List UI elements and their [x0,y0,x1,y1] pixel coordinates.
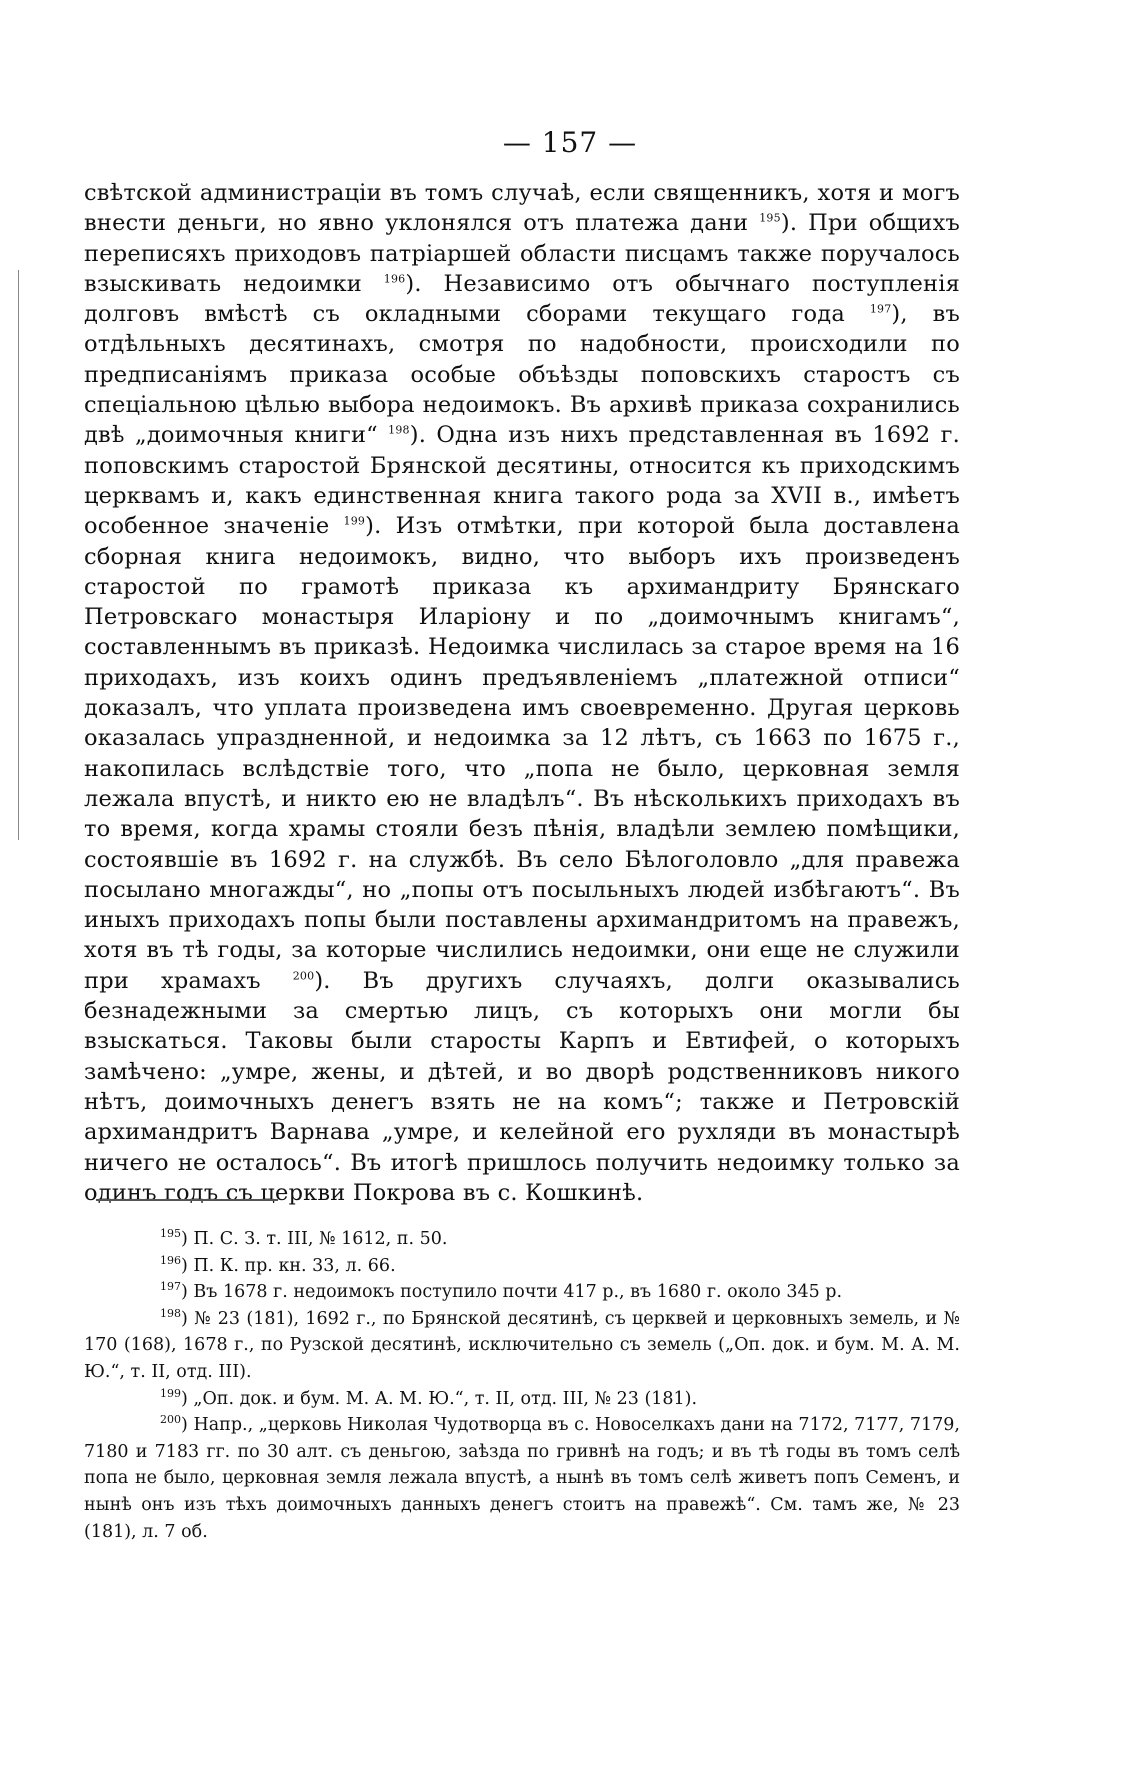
footnote-text: ) Въ 1678 г. недоимокъ поступило почти 417 р., въ 1680 г. около 345 р. [181,1282,843,1303]
footnote [84,1386,960,1413]
scan-margin-line [18,270,19,840]
footnote-text: ) П. С. З. т. III, № 1612, п. 50. [181,1229,448,1249]
footnote-ref: 195 [759,211,781,225]
main-text-segment: ), въ отдѣльныхъ десятинахъ, смотря по надобности, происходили по предписаніямъ приказа особые объѣзды поповскихъ старостъ съ спеціальною цѣлью выбора недоимокъ. Въ архивѣ приказа сохранились двѣ „доимочныя книги“ [84,301,960,449]
footnote-number: 200 [160,1413,181,1427]
footnote-text: ) „Оп. док. и бум. М. А. М. Ю.“, т. II, отд. III, № 23 (181). [181,1388,698,1409]
footnote-number: 197 [160,1280,181,1294]
main-text-paragraph [84,178,960,1208]
main-text-segment: ). Независимо отъ обычнаго поступленія долговъ вмѣстѣ съ окладными сборами текущаго года [84,270,960,328]
footnote-text: ) Напр., „церковь Николая Чудотворца въ с. Новоселкахъ дани на 7172, 7177, 7179, 7180 и 7183 гг. по 30 алт. съ деньгою, заѣзда по гривнѣ на годъ; и въ тѣ годы въ томъ селѣ попа не было, церковная земля лежала впустѣ, а нынѣ въ томъ селѣ живетъ попъ Семенъ, и нынѣ онъ изъ тѣхъ доимочныхъ данныхъ денегъ стоитъ на правежѣ“. См. тамъ же, № 23 (181), л. 7 об. [84,1415,960,1542]
footnote-text: ) № 23 (181), 1692 г., по Брянской десятинѣ, съ церквей и церковныхъ земель, и № 170 (168), 1678 г., по Рузской десятинѣ, исключительно съ земель („Оп. док. и бум. М. А. М. Ю.“, т. II, отд. III). [84,1308,960,1382]
footnote-ref: 198 [388,423,410,437]
footnote-number: 199 [160,1386,181,1400]
footnotes-section [84,1226,960,1545]
footnote-number: 195 [160,1227,181,1241]
footnote-text: ) П. К. пр. кн. 33, л. 66. [181,1255,396,1276]
footnote [84,1306,960,1386]
main-text-segment: ). При общихъ переписяхъ приходовъ патріаршей области писцамъ также поручалось взыскивать недоимки [84,210,960,297]
footnote-ref: 199 [343,514,366,528]
footnote-ref: 196 [383,272,406,286]
footnote-ref: 197 [869,302,892,316]
footnote [84,1253,960,1280]
footnote [84,1412,960,1545]
main-text-segment: ). Въ другихъ случаяхъ, долги оказывались безнадежными за смертью лицъ, съ которыхъ они могли бы взыскаться. Таковы были старосты Карпъ и Евтифей, о которыхъ замѣчено: „умре, жены, и дѣтей, и во дворѣ родственниковъ никого нѣтъ, доимочныхъ денегъ взять не на комъ“; также и Петровскій архимандритъ Варнава „умре, и келейной его рухляди въ монастырѣ ничего не осталось“. Въ итогѣ пришлось получить недоимку только за одинъ годъ съ церкви Покрова въ с. Кошкинѣ. [84,967,960,1206]
footnote-number: 196 [160,1253,181,1267]
main-text-segment: ). Изъ отмѣтки, при которой была доставлена сборная книга недоимокъ, видно, что выборъ ихъ произведенъ старостой по грамотѣ приказа къ архимандриту Брянскаго Петровскаго монастыря Иларіону и по „доимочнымъ книгамъ“, составленнымъ въ приказѣ. Недоимка числилась за старое время на 16 приходахъ, изъ коихъ одинъ предъявленіемъ „платежной отписи“ доказалъ, что уплата произведена имъ своевременно. Другая церковь оказалась упраздненной, и недоимка за 12 лѣтъ, съ 1663 по 1675 г., накопилась вслѣдствіе того, что „попа не было, церковная земля лежала впустѣ, и никто ею не владѣлъ“. Въ нѣсколькихъ приходахъ въ то время, когда храмы стояли безъ пѣнія, владѣли землею помѣщики, состоявшіе въ 1692 г. на службѣ. Въ село Бѣлоголовло „для правежа посылано многажды“, но „попы отъ посыльныхъ людей избѣгаютъ“. Въ иныхъ приходахъ попы были поставлены архимандритомъ на правежъ, хотя въ тѣ годы, за которые числились недоимки, они еще не служили при храмахъ [84,513,960,994]
footnote-ref: 200 [292,969,315,983]
footnote [84,1279,960,1306]
main-text-segment: свѣтской администраціи въ томъ случаѣ, если священникъ, хотя и могъ внести деньги, но явно уклонялся отъ платежа дани [84,180,960,237]
footnote [84,1226,960,1253]
page-number: — 157 — [502,126,638,159]
footnote-separator [96,1199,278,1201]
footnote-number: 198 [160,1306,181,1320]
main-text-segment: ). Одна изъ нихъ представленная въ 1692 г. поповскимъ старостой Брянской десятины, относится къ приходскимъ церквамъ и, какъ единственная книга такого рода за XVII в., имѣетъ особенное значеніе [84,422,960,540]
